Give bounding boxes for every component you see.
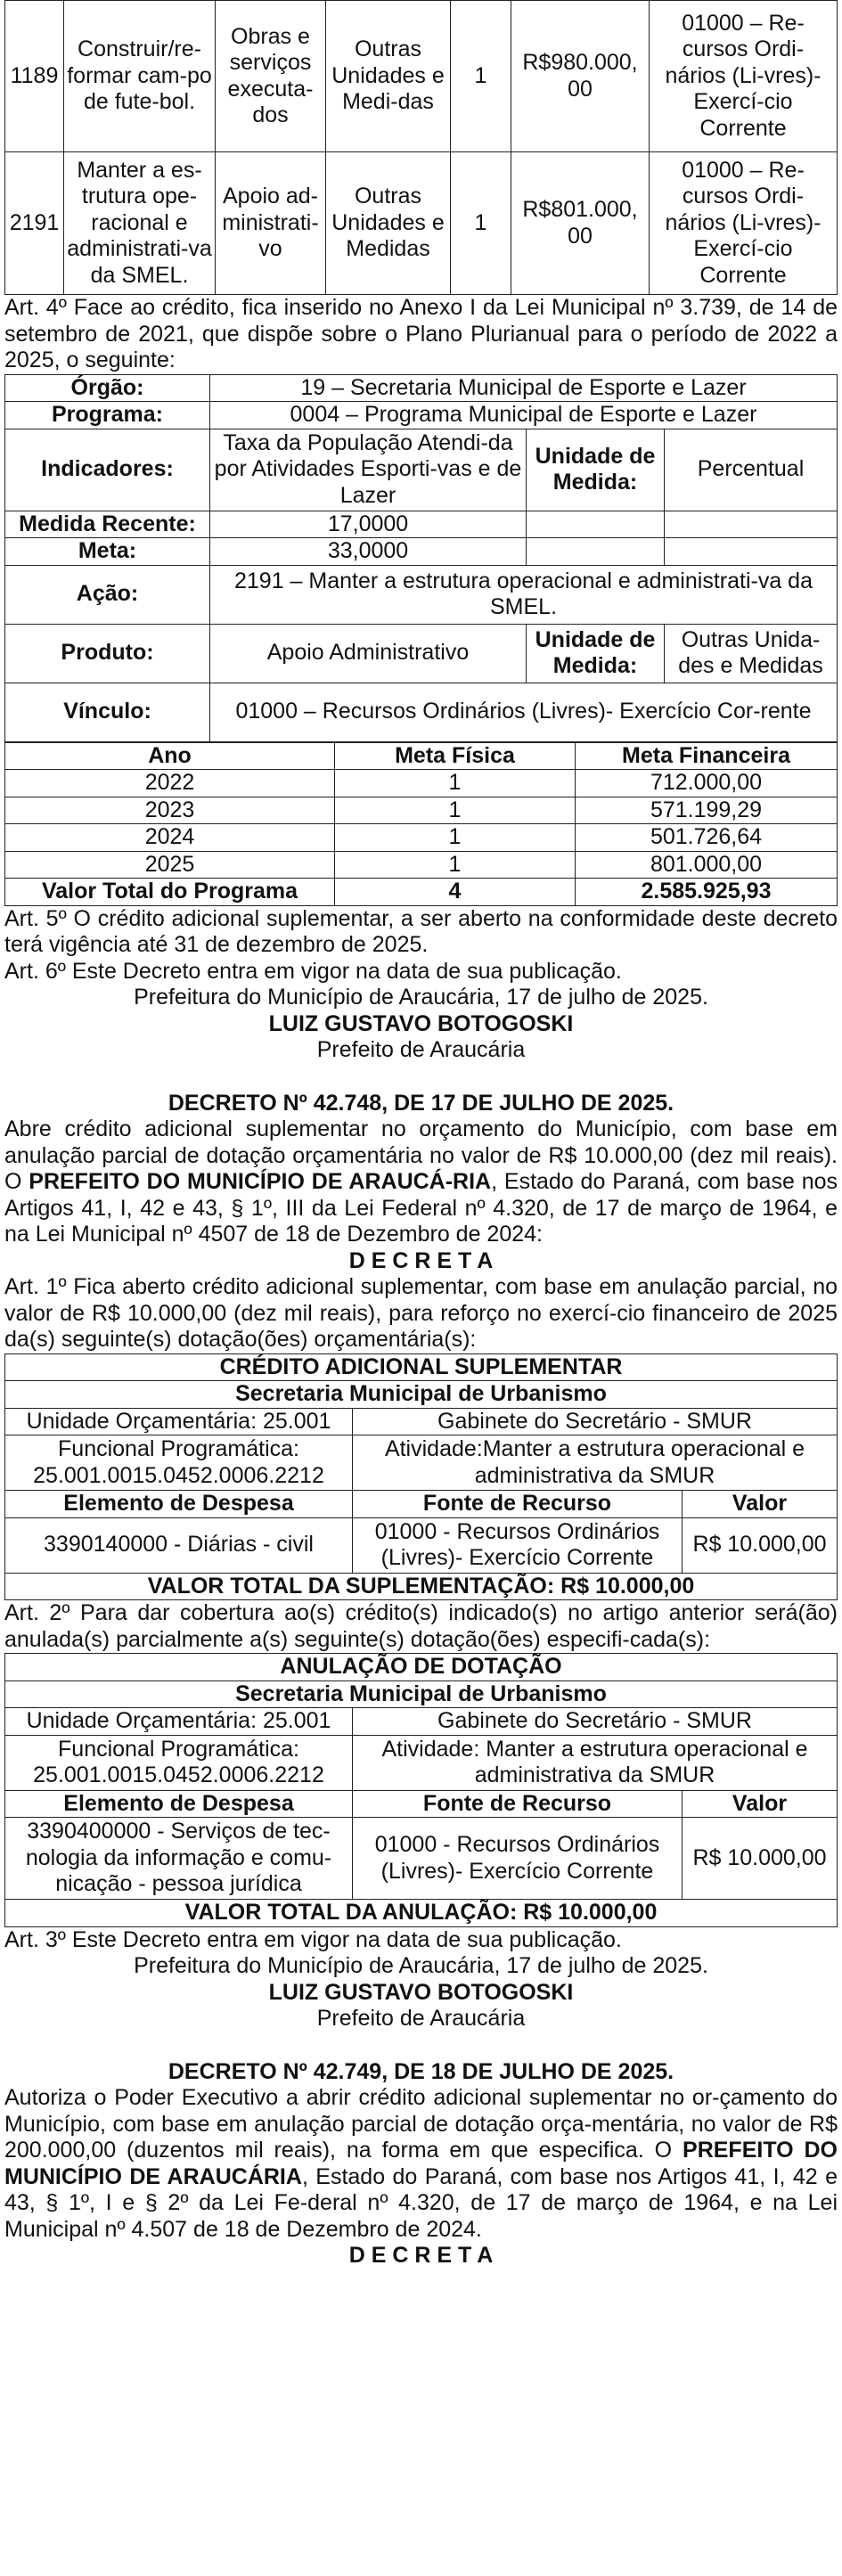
article-2: Art. 2º Para dar cobertura ao(s) crédito(s) indicado(s) no artigo anterior será(ão) anulada(s) parcialmente a(s) seguinte(s) dotação(ões) especifi-cada(s):: [4, 1600, 838, 1652]
indicadores-value: Taxa da População Atendi-da por Atividades Esporti-vas e de Lazer: [210, 429, 527, 511]
code-cell: 1189: [5, 1, 64, 152]
signature-place: Prefeitura do Município de Araucária, 17 de julho de 2025.: [134, 985, 708, 1010]
col-ano: Ano: [5, 742, 335, 770]
produto-label: Produto:: [5, 624, 210, 683]
atividade: Atividade: Manter a estrutura operacional e administrativa da SMUR: [353, 1735, 838, 1790]
meta-label: Meta:: [5, 538, 210, 566]
ano-cell: 2024: [5, 824, 335, 852]
signature-name: LUIZ GUSTAVO BOTOGOSKI: [268, 1979, 574, 2005]
table-row: [5, 1818, 838, 1900]
programa-value: 0004 – Programa Municipal de Esporte e Lazer: [210, 402, 838, 429]
unidade-orcamentaria: Unidade Orçamentária: 25.001: [5, 1408, 353, 1435]
orgao-label: Órgão:: [5, 374, 210, 402]
unit-cell: Outras Unidades e Medidas: [326, 152, 451, 295]
table-row: [5, 770, 838, 797]
credit-total: VALOR TOTAL DA SUPLEMENTAÇÃO: R$ 10.000,00: [5, 1573, 838, 1600]
meta-value: 33,0000: [210, 538, 527, 566]
total-fisica: 4: [335, 879, 576, 906]
decreta-heading: D E C R E T A: [348, 2243, 494, 2268]
header-valor: Valor: [683, 1491, 838, 1518]
total-fin: 2.585.925,93: [576, 879, 838, 906]
unit-cell: Outras Unidades e Medi-das: [326, 1, 451, 152]
ano-cell: 2022: [5, 770, 335, 797]
programa-label: Programa:: [5, 402, 210, 429]
total-label: Valor Total do Programa: [5, 879, 335, 906]
valor-cell: R$ 10.000,00: [683, 1517, 838, 1573]
signature-role: Prefeito de Araucária: [316, 1037, 526, 1062]
vinculo-value: 01000 – Recursos Ordinários (Livres)- Exercício Cor-rente: [210, 683, 838, 741]
header-fonte: Fonte de Recurso: [353, 1491, 683, 1518]
indicadores-label: Indicadores:: [5, 429, 210, 511]
unidade2-label: Unidade de Medida:: [527, 624, 665, 683]
decreta-heading: D E C R E T A: [348, 1247, 494, 1273]
value-cell: R$801.000, 00: [511, 152, 650, 295]
col-fin: Meta Financeira: [576, 742, 838, 770]
annulment-title: ANULAÇÃO DE DOTAÇÃO: [5, 1654, 838, 1681]
qty-cell: 1: [451, 1, 511, 152]
fin-cell: 501.726,64: [576, 824, 838, 852]
article-3: Art. 3º Este Decreto entra em vigor na data de sua publicação.: [4, 1926, 622, 1952]
table-row: [5, 152, 838, 295]
article-5: Art. 5º O crédito adicional suplementar, a ser aberto na conformidade deste decreto terá vigência até 31 de dezembro de 2025.: [4, 905, 838, 957]
decree-title: DECRETO Nº 42.749, DE 18 DE JULHO DE 2025.: [168, 2058, 674, 2084]
decree-intro: [4, 1116, 838, 1248]
ano-cell: 2023: [5, 797, 335, 824]
vinculo-label: Vínculo:: [5, 683, 210, 741]
unidade2-value: Outras Unida-des e Medidas: [665, 624, 838, 683]
intro-bold: PREFEITO DO MUNICÍPIO DE ARAUCÁRIA: [4, 2138, 838, 2189]
credit-secretaria: Secretaria Municipal de Urbanismo: [5, 1381, 838, 1409]
table-row: [5, 797, 838, 824]
action-cell: Construir/re-formar cam-po de fute-bol.: [64, 1, 216, 152]
annulment-secretaria: Secretaria Municipal de Urbanismo: [5, 1681, 838, 1708]
unidade-orcamentaria: Unidade Orçamentária: 25.001: [5, 1708, 353, 1736]
fin-cell: 712.000,00: [576, 770, 838, 797]
gabinete: Gabinete do Secretário - SMUR: [353, 1708, 838, 1736]
signature-role: Prefeito de Araucária: [316, 2006, 526, 2031]
top-table: [4, 0, 838, 295]
annulment-total: VALOR TOTAL DA ANULAÇÃO: R$ 10.000,00: [5, 1900, 838, 1927]
fisica-cell: 1: [335, 824, 576, 852]
elemento-cell: 3390400000 - Serviços de tec-nologia da informação e comu-nicação - pessoa jurídica: [5, 1818, 353, 1900]
value-cell: R$980.000, 00: [511, 1, 650, 152]
col-fisica: Meta Física: [335, 742, 576, 770]
decree-intro: [4, 2085, 838, 2243]
medida-value: 17,0000: [210, 511, 527, 538]
intro-bold: PREFEITO DO MUNICÍPIO DE ARAUCÁ-RIA: [29, 1169, 492, 1194]
fin-cell: 571.199,29: [576, 797, 838, 824]
valor-cell: R$ 10.000,00: [683, 1818, 838, 1900]
unidade-label: Unidade de Medida:: [527, 429, 665, 511]
produto-value: Apoio Administrativo: [210, 624, 527, 683]
source-cell: 01000 – Re-cursos Ordi-nários (Li-vres)-Exercí-cio Corrente: [650, 152, 838, 295]
table-row: [5, 851, 838, 879]
credit-title: CRÉDITO ADICIONAL SUPLEMENTAR: [5, 1353, 838, 1381]
header-elemento: Elemento de Despesa: [5, 1790, 353, 1818]
signature-name: LUIZ GUSTAVO BOTOGOSKI: [268, 1010, 574, 1036]
header-fonte: Fonte de Recurso: [353, 1790, 683, 1818]
fonte-cell: 01000 - Recursos Ordinários (Livres)- Exercício Corrente: [353, 1818, 683, 1900]
ppa-years-table: [4, 742, 838, 906]
product-cell: Obras e serviços executa-dos: [216, 1, 326, 152]
article-4: Art. 4º Face ao crédito, fica inserido no Anexo I da Lei Municipal nº 3.739, de 14 de setembro de 2021, que dispõe sobre o Plano Plurianual para o período de 2022 a 2025, o seguinte:: [4, 295, 838, 372]
article-1: Art. 1º Fica aberto crédito adicional suplementar, com base em anulação parcial, no valor de R$ 10.000,00 (dez mil reais), para reforço no exercí-cio financeiro de 2025 da(s) seguinte(s) dotação(ões) orçamentária(s):: [4, 1274, 838, 1352]
article-6: Art. 6º Este Decreto entra em vigor na data de sua publicação.: [4, 958, 622, 984]
fin-cell: 801.000,00: [576, 851, 838, 879]
header-elemento: Elemento de Despesa: [5, 1491, 353, 1518]
atividade: Atividade:Manter a estrutura operacional e administrativa da SMUR: [353, 1435, 838, 1491]
credit-table: [4, 1353, 838, 1601]
gabinete: Gabinete do Secretário - SMUR: [353, 1408, 838, 1435]
table-row: [5, 1517, 838, 1573]
table-row: [5, 1, 838, 152]
funcional-programatica: Funcional Programática: 25.001.0015.0452.0006.2212: [5, 1435, 353, 1491]
source-cell: 01000 – Re-cursos Ordi-nários (Li-vres)-Exercí-cio Corrente: [650, 1, 838, 152]
funcional-programatica: Funcional Programática: 25.001.0015.0452.0006.2212: [5, 1735, 353, 1790]
action-cell: Manter a es-trutura ope-racional e administrati-va da SMEL.: [64, 152, 216, 295]
header-valor: Valor: [683, 1790, 838, 1818]
decree-title: DECRETO Nº 42.748, DE 17 DE JULHO DE 2025.: [168, 1090, 674, 1116]
medida-label: Medida Recente:: [5, 511, 210, 538]
unidade-value: Percentual: [665, 429, 838, 511]
qty-cell: 1: [451, 152, 511, 295]
fisica-cell: 1: [335, 797, 576, 824]
ano-cell: 2025: [5, 851, 335, 879]
intro-text: Abre crédito adicional suplementar no orçamento do Município, com base em anulação parcial de dotação orçamentária no valor de R$ 10.000,00 (dez mil reais). O: [4, 1116, 838, 1194]
orgao-value: 19 – Secretaria Municipal de Esporte e Lazer: [210, 374, 838, 402]
fisica-cell: 1: [335, 770, 576, 797]
annulment-table: [4, 1653, 838, 1927]
fisica-cell: 1: [335, 851, 576, 879]
ppa-table: [4, 374, 838, 742]
code-cell: 2191: [5, 152, 64, 295]
product-cell: Apoio ad-ministrati-vo: [216, 152, 326, 295]
acao-value: 2191 – Manter a estrutura operacional e administrati-va da SMEL.: [210, 565, 838, 624]
table-row: [5, 824, 838, 852]
elemento-cell: 3390140000 - Diárias - civil: [5, 1517, 353, 1573]
acao-label: Ação:: [5, 565, 210, 624]
signature-place: Prefeitura do Município de Araucária, 17 de julho de 2025.: [134, 1953, 708, 1978]
fonte-cell: 01000 - Recursos Ordinários (Livres)- Exercício Corrente: [353, 1517, 683, 1573]
intro-text: Autoriza o Poder Executivo a abrir crédito adicional suplementar no or-çamento do Município, com base em anulação parcial de dotação orça-mentária, no valor de R$ 200.000,00 (duzentos mil reais), na forma em que especifica. O: [4, 2085, 838, 2163]
intro-text: , Estado do Paraná, com base nos Artigos 41, I, 42 e 43, § 1º, I e § 2º da Lei Fe-deral nº 4.320, de 17 de março de 1964, e na Lei Municipal nº 4.507 de 18 de Dezembro de 2024.: [4, 2163, 838, 2242]
intro-text: , Estado do Paraná, com base nos Artigos 41, I, 42 e 43, § 1º, III da Lei Federal nº 4.320, de 17 de março de 1964, e na Lei Municipal nº 4507 de 18 de Dezembro de 2024:: [4, 1169, 838, 1247]
